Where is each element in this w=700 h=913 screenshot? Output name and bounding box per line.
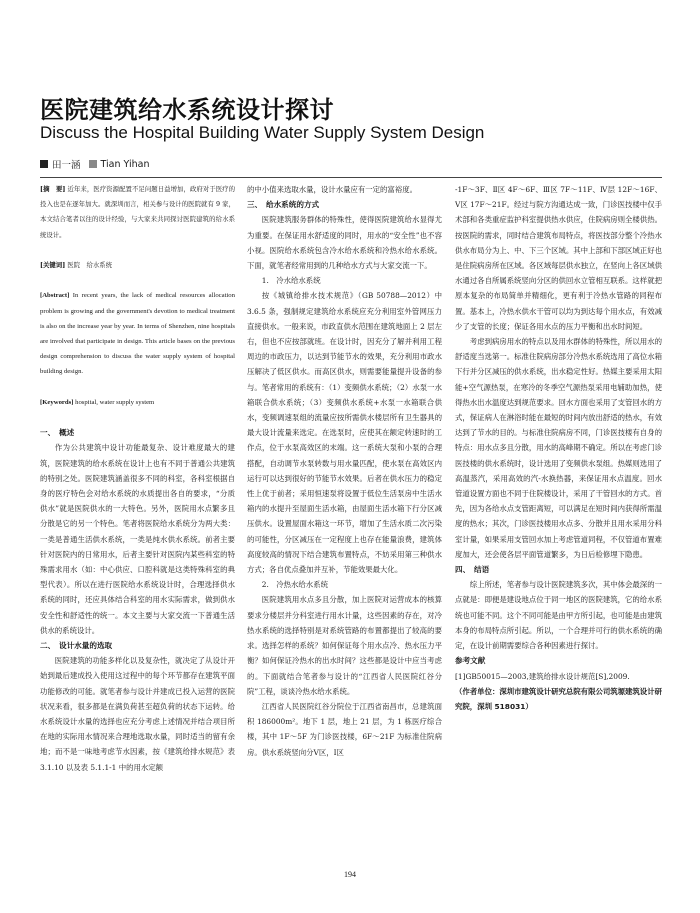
section-heading: 四、 结语 xyxy=(455,565,490,575)
paragraph: 医院建筑用水点多且分散，加上医院对运营成本的核算要求分楼层并分科室进行用水计量，这些因素的存在，对冷热水系统的选择特别是对系统管路的布置都提出了较高的要求。选择怎样的系统？如何保证每个用水点冷、热水压力平衡？如何保证冷热水的出水时间？这些都是设计中应当考虑的。下面就结合笔者参与设计的“江西省人民医院红谷分院”工程，谈谈冷热水给水系统。 xyxy=(247,595,442,696)
paragraph: 按《城镇给排水技术规范》（GB 50788—2012）中 3.6.5 条，强制规定建筑给水系统应充分利用室外管网压力直接供水。一般来说，市政直供水范围在建筑地面上 2 层左右，但也不应按部就班。在设计时，因充分了解并利用工程周边的市政压力，以达到节能节水的效果，充分利用市政水压解决了低区供水。而高区供水，则需要能量提升设备的参与。笔者常用的系统有：（1）变频供水系统；（2）水泵一水箱联合供水系统；（3）变频供水系统+水泵一水箱联合供水，变频调速泵组的流量应按所需供水楼层所有卫生器具的最大设计流量来选定。在选泵时，应使其在额定转速时的工作点，位于水泵高效区的末端。这一系统大泵和小泵的合理搭配，自动调节水泵转数与用水量匹配，使水泵在高效区内运行可以达到很好的节能节水效果。后者在供水压力的稳定性上优于前者；采用恒速泵将设置于低位生活泵房中生活水箱内的水提升至屋面生活水箱，由屋面生活水箱下行分区减压供水。设置屋面水箱这一环节，增加了生活水质二次污染的可能性，分区减压在一定程度上也存在能量浪费，建筑体高度较高的情况下结合建筑布置特点，不妨采用第三种供水方式；各自优点叠加并互补，节能效果最大化。 xyxy=(247,291,442,575)
paragraph: 医院建筑的功能多样化以及复杂性，就决定了从设计开始到最后建成投入使用这过程中的每个环节都存在建筑平面功能修改的可能。就笔者参与设计并建成已投入运营的医院状况来看，很多都是在满负荷甚至超负荷的状态下运转。给水系统设计水量的选择也应充分考虑上述情况并结合项目所在地的实际用水情况来合理地选取水量，同时适当的留有余地；而不是一味地考虑节水因素，按《建筑给排水规范》表 3.1.10 以及表 5.1.1-1 中的用水定额 xyxy=(40,656,235,772)
author-name-en: Tian Yihan xyxy=(100,158,150,170)
column-middle xyxy=(247,182,442,760)
abstract-cn: [摘 要] 近年来，医疗资源配置不足问题日益增加，政府对于医疗的投入也是在逐年加大。就深圳而言，相关参与设计的医院就有 9 家，本文结合笔者以往的设计经验，与大家来共同探讨医院建筑的给水系统设计。 xyxy=(40,185,235,239)
column-left xyxy=(40,182,235,775)
paragraph: 的中小值来选取水量，设计水量应有一定的富裕度。 xyxy=(247,185,417,194)
section-heading: 二、 设计水量的选取 xyxy=(40,641,113,651)
paragraph: 考虑到病房用水的特点以及用水群体的特殊性，所以用水的舒适度当选第一。标准住院病房部分冷热水系统选用了高位水箱下行并分区减压的供水系统，出水稳定性好。热媒主要采用太阳能+空气源热泵，在寒冷的冬季空气源热泵采用电辅助加热，使得热水出水温度达到规范要求。回水方面也采用了支管回水的方式，保证病人在淋浴时能在最短的时间内放出舒适的热水，有效达到了节水的目的。与标准住院病房不同，门诊医技楼有自身的特点：用水点多且分散，用水的高峰期不确定。所以在考虑门诊医技楼的供水系统时，设计选用了变频供水泵组。热媒则选用了高温蒸汽，采用高效的汽-水换热器，来保证用水点温度。回水管道设置方面也不同于住院楼设计，采用了干管回水的方式。首先，因为各给水点支管距离短，可以满足在短时间内获得所需温度的热水；其次，门诊医技楼用水点多、分散并且用水采用分科室计量，如果采用支管回水加上考虑管道同程，不仅管道布置难度加大，还会使各层平面管道繁多，为日后检修埋下隐患。 xyxy=(455,337,662,559)
header-divider xyxy=(40,177,662,178)
keywords-cn: [关键词] 医院 给水系统 xyxy=(40,261,113,269)
paragraph: 医院建筑服务群体的特殊性，使得医院建筑给水显得尤为重要。在保证用水舒适度的同时，用水的“安全性”也不容小视。医院给水系统包含冷水给水系统和冷热水给水系统。下面，就笔者经常用到的几种给水方式与大家交流一下。 xyxy=(247,215,442,271)
abstract-en: [Abstract] In recent years, the lack of medical resources allocation problem is growing and the government's devotion to medical treatment is also on the increase year by year. In terms of Shenzhen, nine hospitals are involved that participate in design. This article bases on the previous design comprehension to discuss the water supply system of hospital building design. xyxy=(40,292,235,376)
paragraph: 综上所述，笔者参与设计医院建筑多次，其中体会最深的一点就是：即便是建设地点位于同一地区的医院建筑，它的给水系统也可能不同。这个不同可能是由甲方所引起，也可能是由建筑本身的布局特点所引起。所以，一个合理并可行的供水系统的确定，在设计前期需要综合各种因素进行探讨。 xyxy=(455,580,662,651)
page-number: 194 xyxy=(344,870,356,879)
paragraph: 江西省人民医院红谷分院位于江西省南昌市，总建筑面积 186000m²。地下 1 层，地上 21 层，为 1 栋医疗综合楼，其中 1F～5F 为门诊医技楼，6F～21F 为标准住院病房。供水系统竖向分Ⅴ区，Ⅰ区 xyxy=(247,701,442,757)
section-heading: 一、 概述 xyxy=(40,428,75,438)
article-title-en: Discuss the Hospital Building Water Supply System Design xyxy=(40,123,485,142)
square-bullet-icon xyxy=(40,160,48,168)
section-heading: 三、 给水系统的方式 xyxy=(247,200,320,210)
article-title-cn: 医院建筑给水系统设计探讨 xyxy=(40,96,334,124)
keywords-en: [Keywords] hospital, water supply system xyxy=(40,398,155,406)
author-affiliation: （作者单位：深圳市建筑设计研究总院有限公司筑塬建筑设计研究院，深圳 518031） xyxy=(455,686,662,711)
subsection-heading: 2. 冷热水给水系统 xyxy=(261,580,328,590)
author-line xyxy=(40,157,150,171)
references-heading: 参考文献 xyxy=(455,656,486,666)
square-bullet-icon xyxy=(89,160,97,168)
subsection-heading: 1. 冷水给水系统 xyxy=(261,276,321,286)
author-name-cn: 田一涵 xyxy=(52,160,81,171)
paragraph: -1F～3F、Ⅱ区 4F～6F、Ⅲ区 7F～11F、Ⅳ层 12F～16F、Ⅴ区 17F～21F。经过与院方沟通达成一致，门诊医技楼中仅手术部和各类重症监护科室提供热水供应，住院病房则全楼供热。按医院的需求，同时结合建筑布局特点，将医技部分整个冷热水供水布局分为上、中、下三个区域。其中上部和下部区域正好也是住院病房所在区域。各区域每层供水独立，在竖向上各区域供水通过各自所属系统竖向分区的供回水立管相互联系。这样就把原本复杂的布局简单并精细化，更有利于冷热水管路的同程布置。基本上，冷热水供水干管可以均为到达每个用水点，有效减少了支管的长度；保证各用水点的压力平衡和出水时间短。 xyxy=(455,185,662,331)
paragraph: 作为公共建筑中设计功能最复杂、设计难度最大的建筑，医院建筑的给水系统在设计上也有不同于普通公共建筑的特别之处。医院建筑涵盖很多不同的科室，各科室根据自身的医疗特色会对给水系统的水质提出各自的要求，“分质供水”就是医院供水的一大特色。另外，医院用水点繁多且分散是它的另一个特色。笔者将医院给水系统分为两大类：一类是普通生活供水系统，一类是纯水供水系统。前者主要针对医院内的日常用水，后者主要针对医院内某些科室的特殊需求用水（如：中心供应、口腔科就是这类特殊科室的典型代表）。所以在进行医院给水系统设计时，合理选择供水系统的同时，还应具体结合科室的用水实际需求，做到供水安全性和舒适性的统一。本文主要与大家交流一下普通生活供水的系统设计。 xyxy=(40,443,235,635)
column-right xyxy=(455,182,662,714)
reference-item: [1]GB50015—2003,建筑给排水设计规范[S],2009. xyxy=(455,671,630,681)
